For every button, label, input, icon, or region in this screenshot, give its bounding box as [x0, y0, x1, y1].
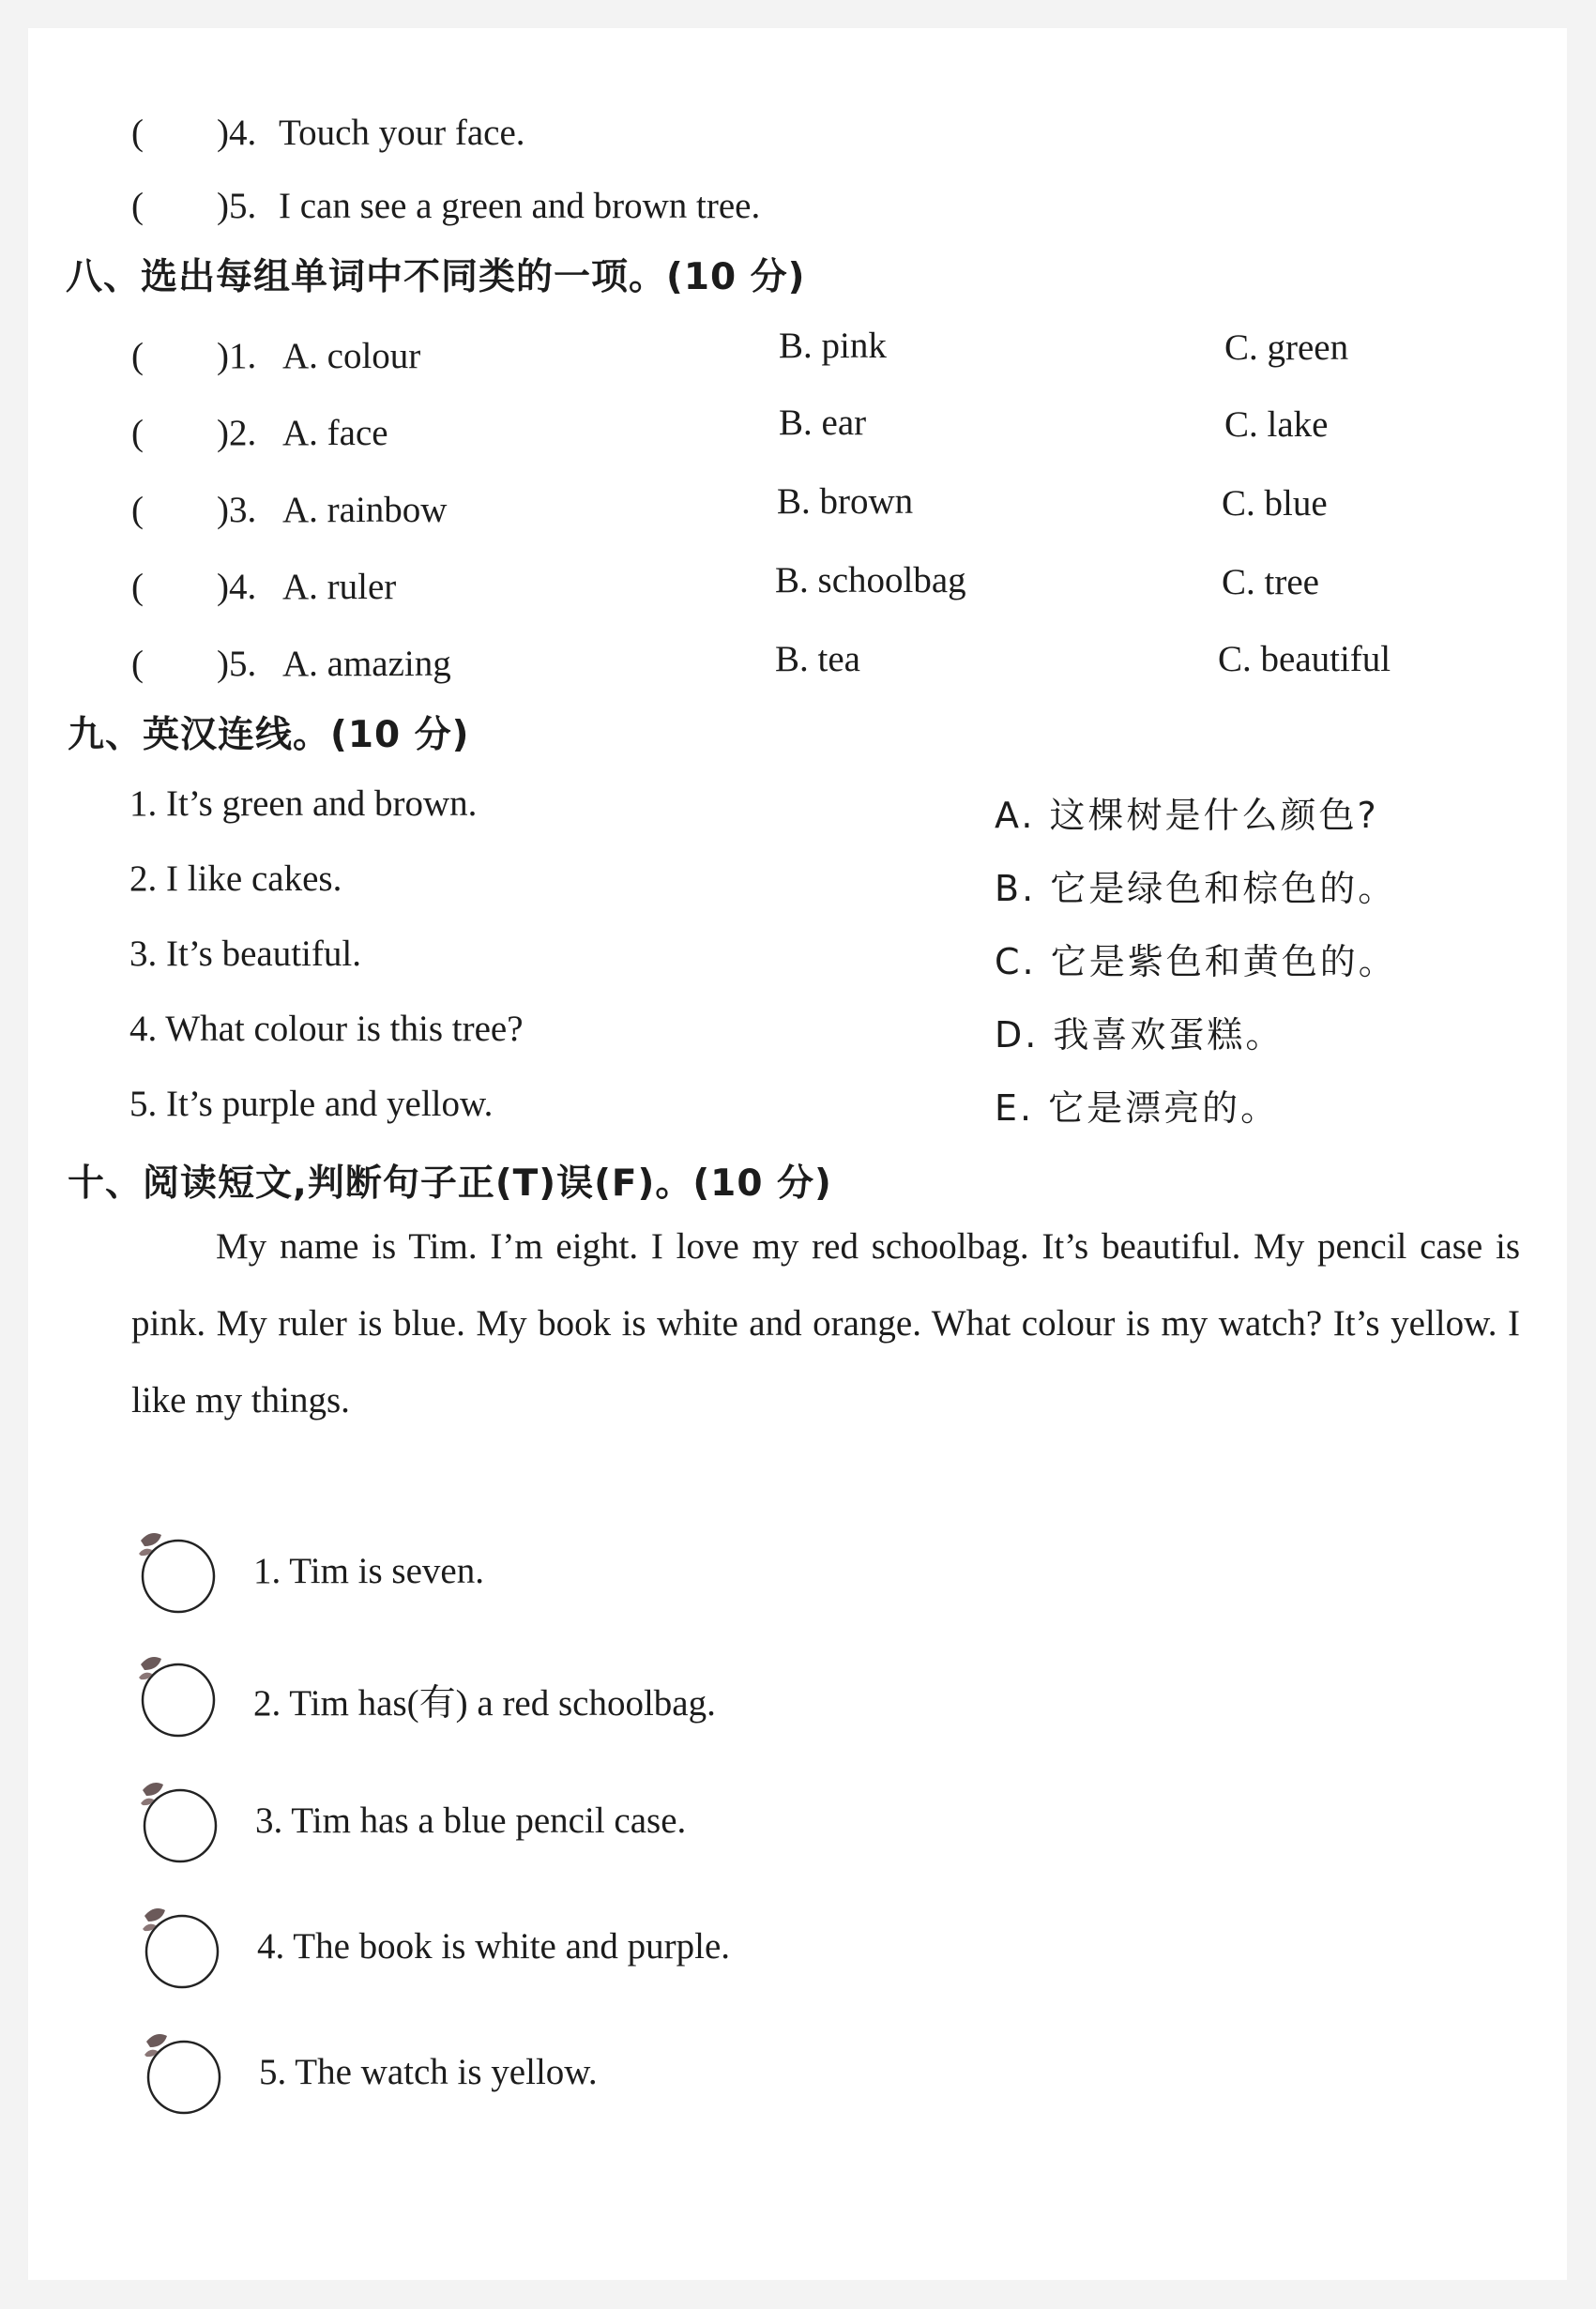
s8-row-1	[131, 327, 420, 379]
answer-blank[interactable]: ( )3.	[131, 490, 257, 530]
match-left-3[interactable]: 3. It’s beautiful.	[129, 934, 361, 974]
option-b: B. tea	[775, 639, 860, 679]
answer-blank[interactable]: ( )4.	[131, 567, 257, 607]
option-c: C. beautiful	[1218, 639, 1391, 679]
question-7-4	[131, 103, 525, 156]
option-c: C. tree	[1222, 562, 1319, 602]
option-a: A. rainbow	[281, 490, 448, 530]
option-c: C. blue	[1222, 483, 1328, 524]
s8-row-5	[131, 634, 451, 687]
leaf-circle-icon	[129, 1646, 223, 1739]
statement-2: 2. Tim has(有) a red schoolbag.	[253, 1683, 716, 1724]
worksheet-page	[28, 28, 1567, 2280]
answer-blank[interactable]: ( )5.	[131, 644, 257, 684]
section-10-title: 十、阅读短文,判断句子正(T)误(F)。(10 分)	[68, 1162, 832, 1205]
statement-5: 5. The watch is yellow.	[259, 2052, 598, 2092]
option-a: A. ruler	[281, 567, 397, 607]
option-a: A. face	[281, 413, 388, 453]
s8-row-4	[131, 557, 396, 610]
match-right-d[interactable]: D. 我喜欢蛋糕。	[995, 1014, 1284, 1056]
answer-blank[interactable]: ( )2.	[131, 413, 257, 453]
match-right-b[interactable]: B. 它是绿色和棕色的。	[995, 868, 1397, 909]
match-left-5[interactable]: 5. It’s purple and yellow.	[129, 1084, 494, 1124]
leaf-circle-icon	[133, 1897, 227, 1991]
match-left-2[interactable]: 2. I like cakes.	[129, 858, 342, 899]
leaf-circle-icon	[131, 1771, 225, 1865]
question-text: I can see a green and brown tree.	[278, 186, 761, 226]
match-right-a[interactable]: A. 这棵树是什么颜色?	[995, 795, 1379, 836]
leaf-circle-icon	[135, 2023, 229, 2117]
question-7-5	[131, 176, 760, 229]
question-text: Touch your face.	[278, 113, 525, 153]
option-a: A. amazing	[281, 644, 451, 684]
match-right-e[interactable]: E. 它是漂亮的。	[995, 1087, 1280, 1129]
option-a: A. colour	[281, 336, 421, 376]
answer-circle-4[interactable]	[133, 1897, 227, 1991]
statement-3: 3. Tim has a blue pencil case.	[255, 1800, 687, 1841]
statement-4: 4. The book is white and purple.	[257, 1926, 731, 1967]
option-b: B. schoolbag	[775, 560, 966, 600]
answer-circle-5[interactable]	[135, 2023, 229, 2117]
option-b: B. ear	[779, 403, 867, 443]
statement-1: 1. Tim is seven.	[253, 1551, 484, 1591]
option-b: B. pink	[779, 326, 887, 366]
match-left-4[interactable]: 4. What colour is this tree?	[129, 1009, 524, 1049]
answer-blank[interactable]: ( )4.	[131, 113, 257, 153]
answer-circle-2[interactable]	[129, 1646, 223, 1739]
s8-row-3	[131, 480, 447, 533]
section-8-title: 八、选出每组单词中不同类的一项。(10 分)	[66, 256, 806, 298]
option-c: C. green	[1224, 327, 1349, 368]
reading-passage: My name is Tim. I’m eight. I love my red schoolbag. It’s beautiful. My pencil case is pink. My ruler is blue. My book is white and orange. What colour is my watch? It’s yellow. I like my things.	[131, 1226, 1520, 1420]
leaf-circle-icon	[129, 1522, 223, 1616]
match-right-c[interactable]: C. 它是紫色和黄色的。	[995, 941, 1397, 982]
answer-blank[interactable]: ( )5.	[131, 186, 257, 226]
answer-circle-3[interactable]	[131, 1771, 225, 1865]
match-left-1[interactable]: 1. It’s green and brown.	[129, 783, 478, 824]
s8-row-2	[131, 403, 388, 456]
answer-circle-1[interactable]	[129, 1522, 223, 1616]
section-9-title: 九、英汉连线。(10 分)	[68, 714, 470, 756]
option-c: C. lake	[1224, 404, 1329, 445]
option-b: B. brown	[777, 481, 914, 522]
answer-blank[interactable]: ( )1.	[131, 336, 257, 376]
